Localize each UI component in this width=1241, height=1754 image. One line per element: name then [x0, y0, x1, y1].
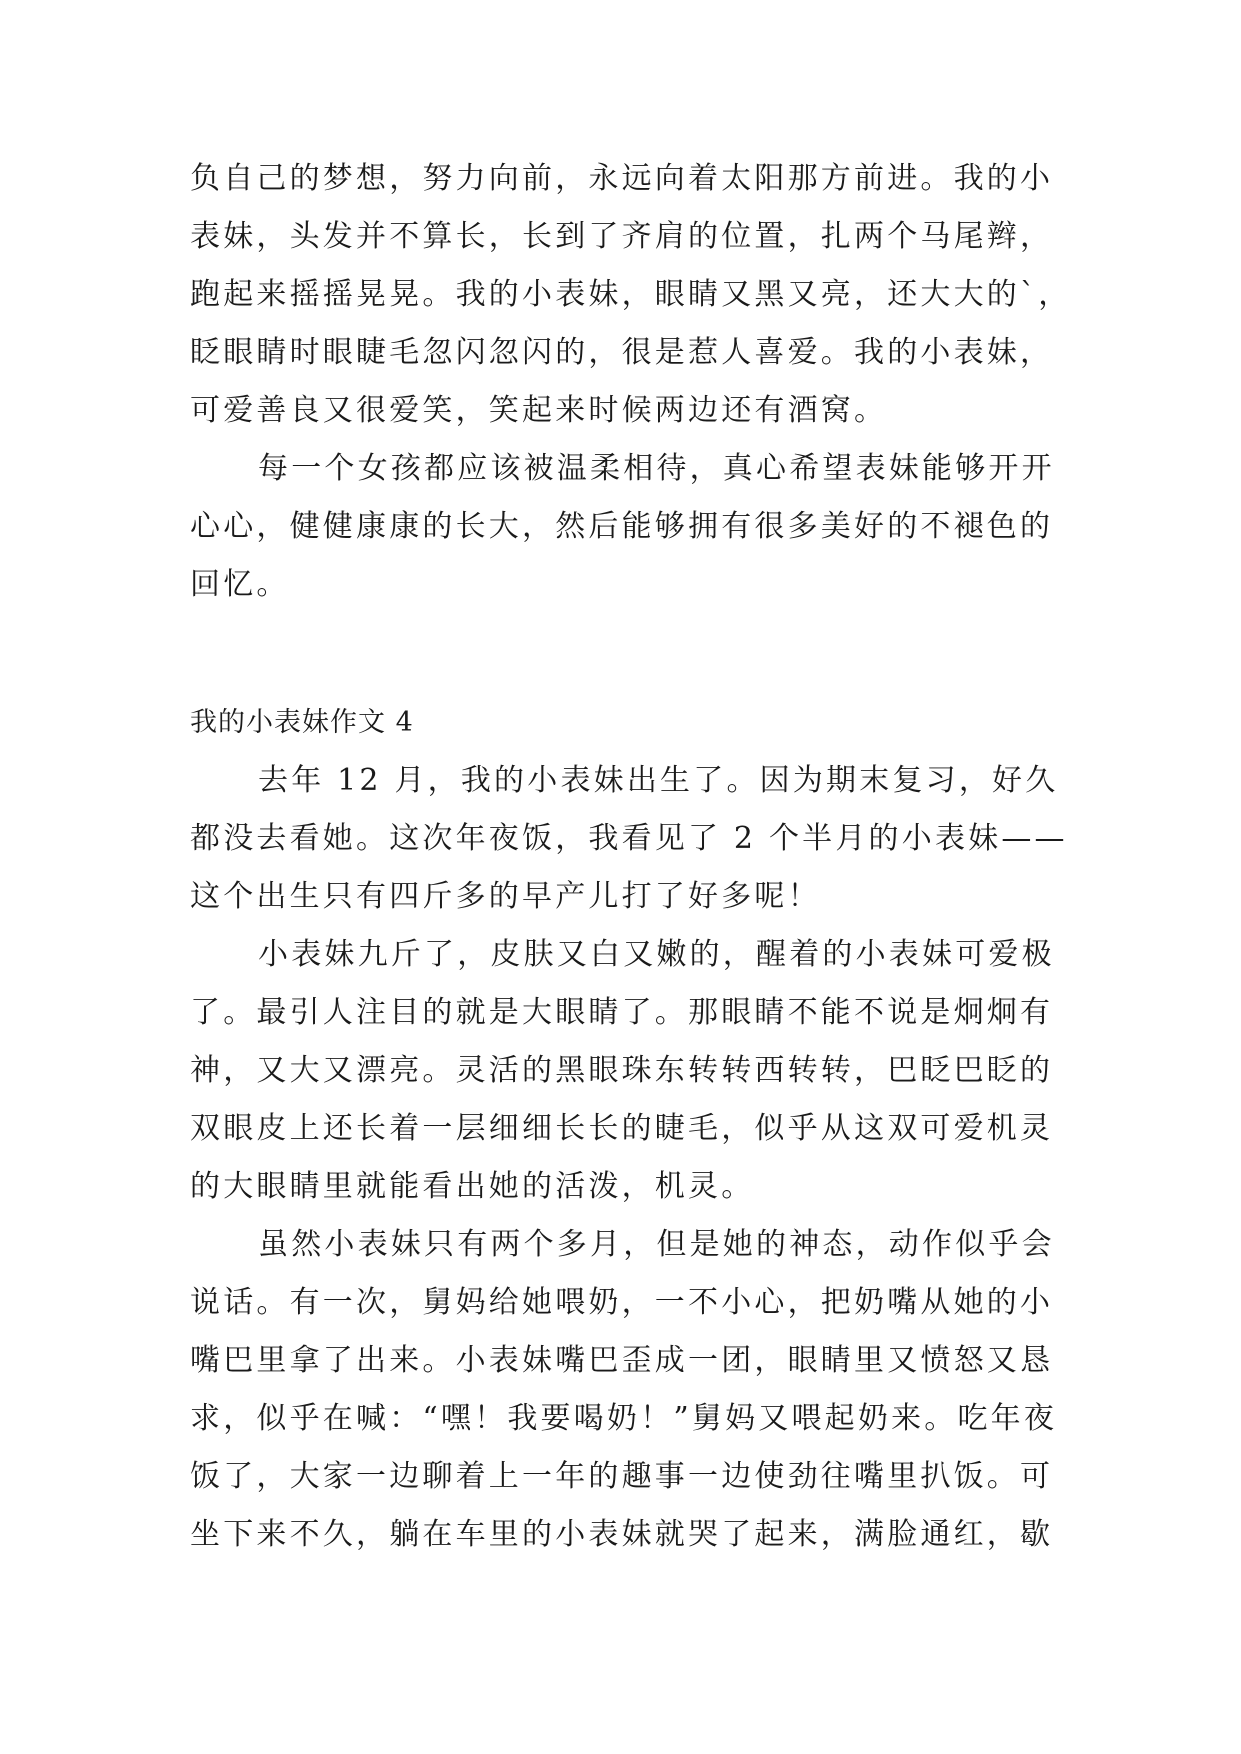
- text-line: 的大眼睛里就能看出她的活泼，机灵。: [190, 1169, 755, 1204]
- text-line: 求，似乎在喊：“嘿！我要喝奶！”舅妈又喂起奶来。吃年夜: [190, 1401, 1058, 1436]
- section-title: 我的小表妹作文 4: [190, 707, 414, 738]
- text-line: 都没去看她。这次年夜饭，我看见了 2 个半月的小表妹——: [190, 821, 1068, 856]
- text-line: 表妹，头发并不算长，长到了齐肩的位置，扎两个马尾辫，: [190, 219, 1054, 254]
- text-line: 虽然小表妹只有两个多月，但是她的神态，动作似乎会: [258, 1227, 1055, 1262]
- previous-essay-continuation: [190, 150, 1072, 614]
- text-line: 说话。有一次，舅妈给她喂奶，一不小心，把奶嘴从她的小: [190, 1285, 1054, 1320]
- text-line: 嘴巴里拿了出来。小表妹嘴巴歪成一团，眼睛里又愤怒又恳: [190, 1343, 1054, 1378]
- essay-body: [190, 752, 1068, 1564]
- text-line: 心心，健健康康的长大，然后能够拥有很多美好的不褪色的: [190, 509, 1054, 544]
- text-line: 去年 12 月，我的小表妹出生了。因为期末复习，好久: [258, 763, 1059, 798]
- text-line: 每一个女孩都应该被温柔相待，真心希望表妹能够开开: [258, 451, 1055, 486]
- text-line: 回忆。: [190, 567, 290, 602]
- text-line: 了。最引人注目的就是大眼睛了。那眼睛不能不说是炯炯有: [190, 995, 1054, 1030]
- text-line: 跑起来摇摇晃晃。我的小表妹，眼睛又黑又亮，还大大的`，: [190, 277, 1072, 312]
- text-line: 双眼皮上还长着一层细细长长的睫毛，似乎从这双可爱机灵: [190, 1111, 1054, 1146]
- text-line: 饭了，大家一边聊着上一年的趣事一边使劲往嘴里扒饭。可: [190, 1459, 1054, 1494]
- paragraph: [190, 150, 1072, 440]
- text-line: 坐下来不久，躺在车里的小表妹就哭了起来，满脸通红，歇: [190, 1517, 1054, 1552]
- text-line: 可爱善良又很爱笑，笑起来时候两边还有酒窝。: [190, 393, 888, 428]
- text-line: 小表妹九斤了，皮肤又白又嫩的，醒着的小表妹可爱极: [258, 937, 1055, 972]
- text-line: 眨眼睛时眼睫毛忽闪忽闪的，很是惹人喜爱。我的小表妹，: [190, 335, 1054, 370]
- text-line: 负自己的梦想，努力向前，永远向着太阳那方前进。我的小: [190, 161, 1054, 196]
- document-page: [190, 150, 1072, 1564]
- text-line: 神，又大又漂亮。灵活的黑眼珠东转转西转转，巴眨巴眨的: [190, 1053, 1054, 1088]
- paragraph: [190, 926, 1055, 1216]
- paragraph: [190, 1216, 1058, 1564]
- text-line: 这个出生只有四斤多的早产儿打了好多呢！: [190, 879, 821, 914]
- paragraph: [190, 752, 1068, 926]
- paragraph: [190, 440, 1055, 614]
